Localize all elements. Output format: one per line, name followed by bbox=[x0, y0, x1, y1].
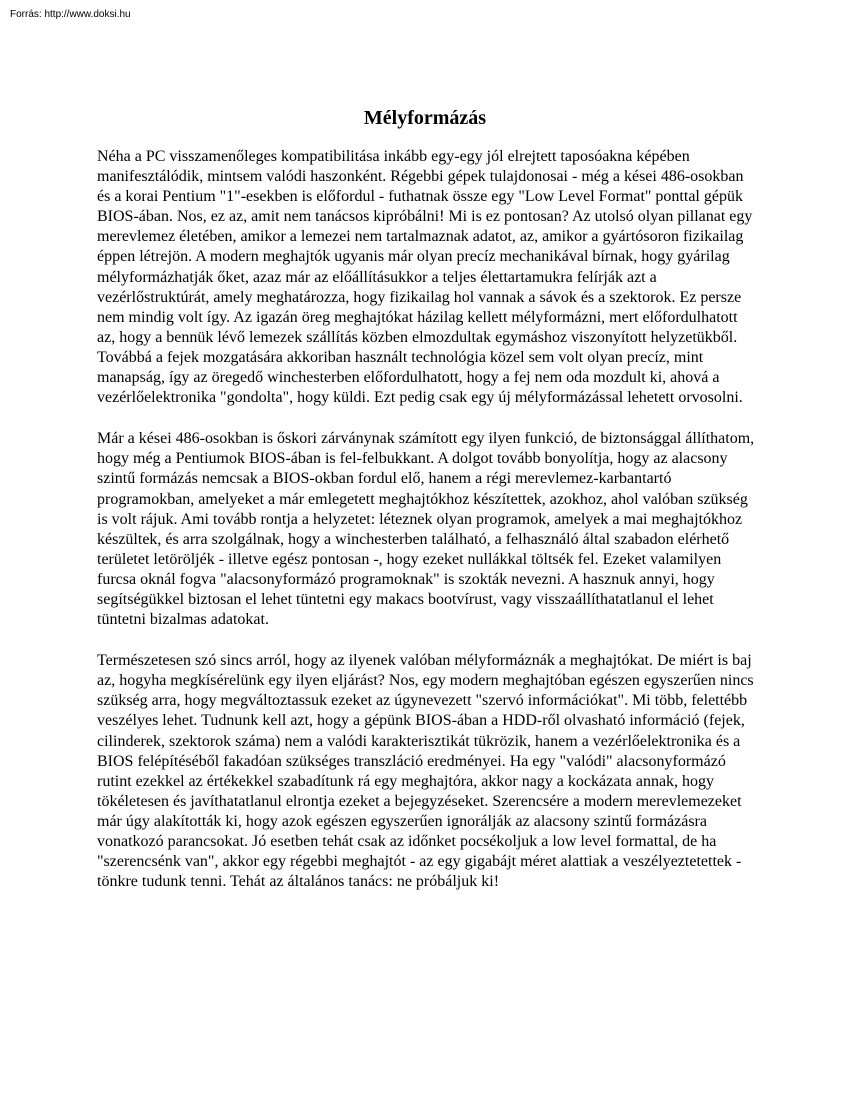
paragraph-2: Már a kései 486-osokban is őskori zárványnak számított egy ilyen funkció, de biztonsággal állíthatom, hogy még a Pentiumok BIOS-ában is fel-felbukkant. A dolgot tovább bonyolítja, hogy az alacsony szintű formázás nemcsak a BIOS-okban fordul elő, hanem a régi merevlemez-karbantartó programokban, amelyeket a már emlegetett meghajtókhoz készítettek, azokhoz, ahol valóban szükség is volt rájuk. Ami tovább rontja a helyzetet: léteznek olyan programok, amelyek a mai meghajtókhoz készültek, és arra szolgálnak, hogy a winchesterben található, a felhasználó által szabadon elérhető területet letöröljék - illetve egész pontosan -, hogy ezeket nullákkal töltsék fel. Ezeket valamilyen furcsa oknál fogva "alacsonyformázó programoknak" is szokták nevezni. A hasznuk annyi, hogy segítségükkel biztosan el lehet tüntetni egy makacs bootvírust, vagy visszaállíthatatlanul el lehet tüntetni bizalmas adatokat. bbox=[97, 430, 755, 629]
document-title: Mélyformázás bbox=[363, 107, 487, 129]
paragraph-3: Természetesen szó sincs arról, hogy az ilyenek valóban mélyformáznák a meghajtókat. De miért is baj az, hogyha megkísérelünk egy ilyen eljárást? Nos, egy modern meghajtóban egészen egyszerűen nincs szükség arra, hogy megváltoztassuk ezeket az úgynevezett "szervó információkat". Mi több, felettébb veszélyes lehet. Tudnunk kell azt, hogy a gépünk BIOS-ában a HDD-ről olvasható információ (fejek, cilinderek, szektorok száma) nem a valódi karakterisztikát tükrözik, hanem a vezérlőelektronika és a BIOS felépítéséből fakadóan szükséges transzláció eredményei. Ha egy "valódi" alacsonyformázó rutint ezekkel az értékekkel szabadítunk rá egy meghajtóra, akkor nagy a kockázata annak, hogy tökéletesen és javíthatatlanul elrontja ezeket a bejegyzéseket. Szerencsére a modern merevlemezeket már úgy alakították ki, hogy azok egészen egyszerűen ignorálják az alacsony szintű formázásra vonatkozó parancsokat. Jó esetben tehát csak az időnket pocsékoljuk a low level formattal, de ha "szerencsénk van", akkor egy régebbi meghajtót - az egy gigabájt méret alattiak a veszélyeztetettek - tönkre tudunk tenni. Tehát az általános tanács: ne próbáljuk ki! bbox=[97, 652, 754, 891]
document-body bbox=[97, 147, 759, 913]
paragraph-1: Néha a PC visszamenőleges kompatibilitása inkább egy-egy jól elrejtett taposóakna képében manifesztálódik, mintsem valódi haszonként. Régebbi gépek tulajdonosai - még a kései 486-osokban és a korai Pentium "1"-esekben is előfordul - futhatnak össze egy "Low Level Format" ponttal gépük BIOS-ában. Nos, ez az, amit nem tanácsos kipróbálni! Mi is ez pontosan? Az utolsó olyan pillanat egy merevlemez életében, amikor a lemezei nem tartalmaznak adatot, az, amikor a gyártósoron fizikailag éppen létrejön. A modern meghajtók ugyanis már olyan precíz mechanikával bírnak, hogy gyárilag mélyformázhatják őket, azaz már az előállításukkor a teljes élettartamukra felírják azt a vezérlőstruktúrát, amely meghatározza, hogy fizikailag hol vannak a sávok és a szektorok. Ez persze nem mindig volt így. Az igazán öreg meghajtókat házilag kellett mélyformázni, mert előfordulhatott az, hogy a bennük lévő lemezek szállítás közben elmozdultak egymáshoz viszonyított helyzetükből. Továbbá a fejek mozgatására akkoriban használt technológia közel sem volt olyan precíz, mint manapság, így az öregedő winchesterben előfordulhatott, hogy a fej nem oda mozdult ki, ahová a vezérlőelektronika "gondolta", hogy küldi. Ezt pedig csak egy új mélyformázással lehetett orvosolni. bbox=[97, 148, 753, 407]
source-label: Forrás: http://www.doksi.hu bbox=[10, 9, 131, 20]
